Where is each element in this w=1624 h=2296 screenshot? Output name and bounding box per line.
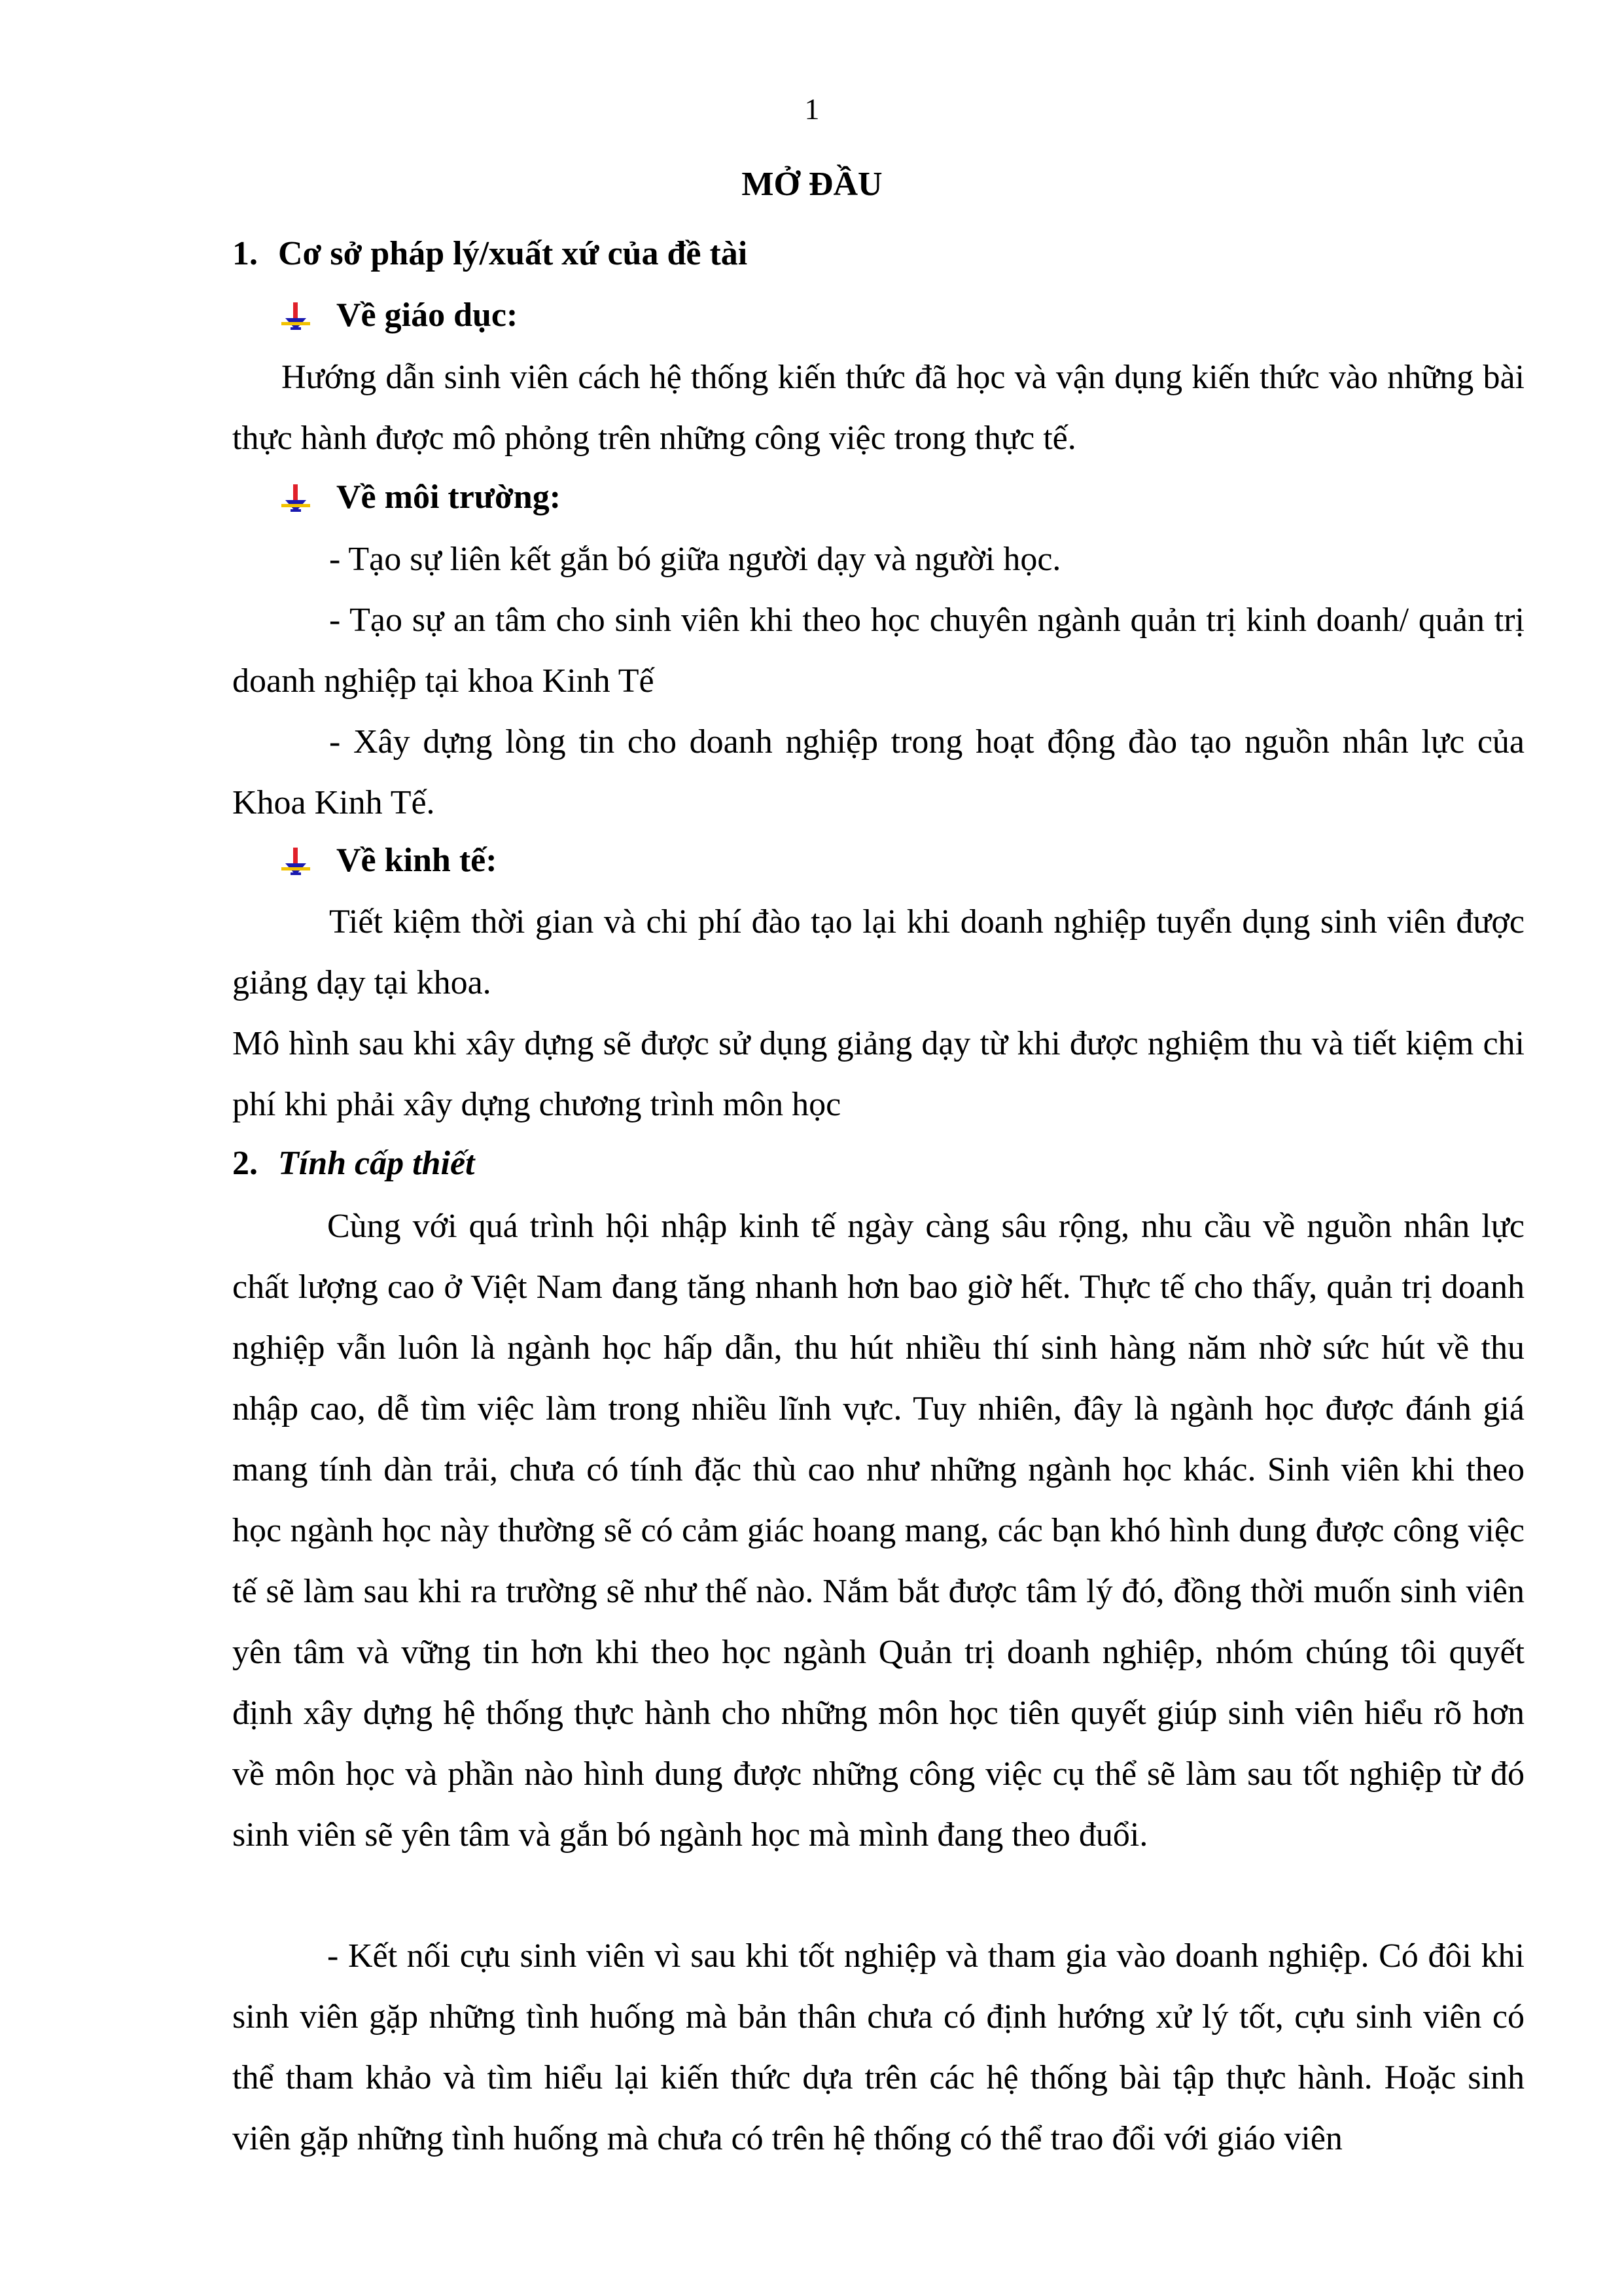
section-2-paragraph-1: Cùng với quá trình hội nhập kinh tế ngày càng sâu rộng, nhu cầu về nguồn nhân lực chất lượng cao ở Việt Nam đang tăng nhanh hơn bao giờ hết. Thực tế cho thấy, quản trị doanh nghiệp vẫn luôn là ngành học hấp dẫn, thu hút nhiều thí sinh hàng năm nhờ sức hút về thu nhập cao, dễ tìm việc làm trong nhiều lĩnh vực. Tuy nhiên, đây là ngành học được đánh giá mang tính dàn trải, chưa có tính đặc thù cao như những ngành học khác. Sinh viên khi theo học ngành học này thường sẽ có cảm giác hoang mang, các bạn khó hình dung được công việc tế sẽ làm sau khi ra trường sẽ như thế nào. Nắm bắt được tâm lý đó, đồng thời muốn sinh viên yên tâm và vững tin hơn khi theo học ngành Quản trị doanh nghiệp, nhóm chúng tôi quyết định xây dựng hệ thống thực hành cho những môn học tiên quyết giúp sinh viên hiểu rõ hơn về môn học và phần nào hình dung được những công việc cụ thể sẽ làm sau tốt nghiệp từ đó sinh viên sẽ yên tâm và gắn bó ngành học mà mình đang theo đuổi. — [232, 1208, 1525, 1854]
economy-paragraph-1: Tiết kiệm thời gian và chi phí đào tạo lại khi doanh nghiệp tuyển dụng sinh viên được giảng dạy tại khoa. — [232, 903, 1525, 1001]
subheading-environment — [281, 478, 561, 516]
section-1-number: 1. — [232, 235, 258, 272]
arrow-bullet-icon — [281, 483, 310, 512]
subheading-economy-label: Về kinh tế: — [336, 842, 497, 879]
environment-item-1: - Tạo sự liên kết gắn bó giữa người dạy và người học. — [329, 541, 1061, 578]
section-2-title: Tính cấp thiết — [278, 1145, 475, 1182]
section-1-heading — [232, 234, 747, 273]
subheading-education — [281, 296, 518, 334]
economy-paragraph-2: Mô hình sau khi xây dựng sẽ được sử dụng giảng dạy từ khi được nghiệm thu và tiết kiệm chi phí khi phải xây dựng chương trình môn học — [232, 1025, 1525, 1123]
environment-item-2: - Tạo sự an tâm cho sinh viên khi theo học chuyên ngành quản trị kinh doanh/ quản trị doanh nghiệp tại khoa Kinh Tế — [232, 601, 1525, 700]
subheading-environment-label: Về môi trường: — [336, 478, 561, 516]
page-title: MỞ ĐẦU — [741, 166, 883, 203]
subheading-education-label: Về giáo dục: — [336, 296, 518, 334]
section-1-title: Cơ sở pháp lý/xuất xứ của đề tài — [278, 235, 748, 272]
section-2-number: 2. — [232, 1145, 258, 1182]
page-number: 1 — [804, 92, 820, 126]
education-paragraph: Hướng dẫn sinh viên cách hệ thống kiến thức đã học và vận dụng kiến thức vào những bài thực hành được mô phỏng trên những công việc trong thực tế. — [232, 359, 1525, 457]
arrow-bullet-icon — [281, 301, 310, 330]
section-2-heading — [232, 1144, 474, 1183]
subheading-economy — [281, 841, 497, 880]
arrow-bullet-icon — [281, 846, 310, 875]
section-2-paragraph-2: - Kết nối cựu sinh viên vì sau khi tốt nghiệp và tham gia vào doanh nghiệp. Có đôi khi sinh viên gặp những tình huống mà bản thân chưa có định hướng xử lý tốt, cựu sinh viên có thể tham khảo và tìm hiểu lại kiến thức dựa trên các hệ thống bài tập thực hành. Hoặc sinh viên gặp những tình huống mà chưa có trên hệ thống có thể trao đổi với giáo viên — [232, 1937, 1525, 2157]
environment-item-3: - Xây dựng lòng tin cho doanh nghiệp trong hoạt động đào tạo nguồn nhân lực của Khoa Kinh Tế. — [232, 723, 1525, 821]
